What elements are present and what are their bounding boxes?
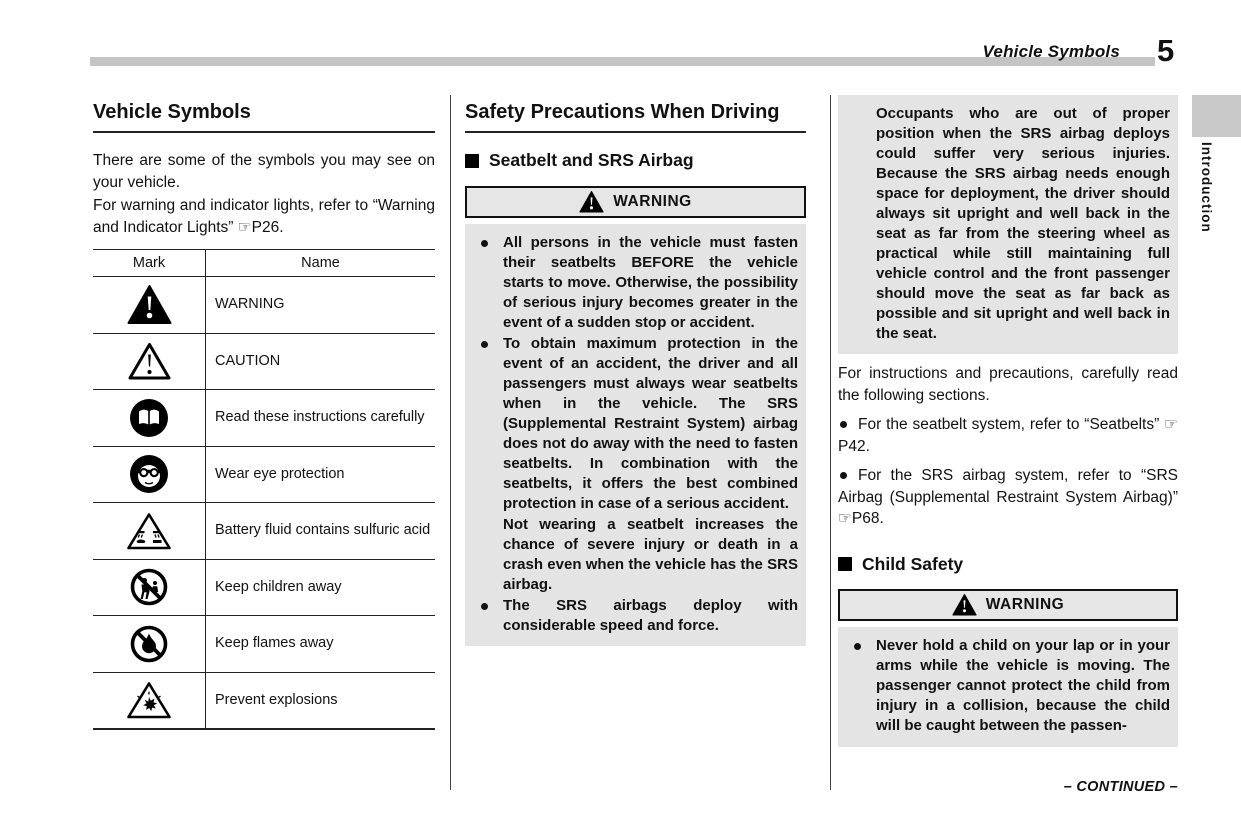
warning-continuation-text: Occupants who are out of proper position when the SRS airbag deploys could suffer very serious injuries. Because the SRS airbag needs enough space for deployment, the driver should always sit upright and well back in the seat as far from the steering wheel as practical while still maintaining full vehicle control and the front passenger should move the seat as far back as possible and sit upright and well back in the seat.: [876, 105, 1170, 342]
bullet-marker: [840, 472, 847, 479]
caution-triangle-outline-icon: [127, 341, 172, 381]
heading-rule: [465, 131, 806, 133]
warning-text: To obtain maximum protection in the event of an accident, the driver and all passengers must always wear seatbelts when in the vehicle. The SRS (Supplemental Restraint System) airbag does not do away with the need to fasten seatbelts. In combination with the seatbelts, it offers the best combined protection in case of a serious accident.: [503, 335, 798, 512]
table-row: [93, 390, 435, 447]
column-divider: [830, 95, 831, 790]
subsection-heading-child-safety: Child Safety: [838, 554, 1178, 575]
warning-item: [838, 636, 1170, 736]
warning-box-header: [838, 589, 1178, 621]
symbol-name: CAUTION: [215, 352, 281, 369]
section-square-marker: [465, 154, 479, 168]
bullet-marker: [481, 240, 488, 247]
warning-label: WARNING: [985, 595, 1065, 613]
battery-acid-icon: [126, 511, 172, 551]
warning-triangle-filled-icon: [127, 285, 172, 325]
table-header-row: [93, 250, 435, 277]
symbol-name: Wear eye protection: [215, 465, 345, 482]
middle-column: [465, 100, 806, 646]
table-row: [93, 277, 435, 334]
warning-item: [465, 596, 798, 636]
table-row: [93, 673, 435, 729]
warning-triangle-icon: [579, 191, 604, 213]
symbol-name: Keep children away: [215, 578, 342, 595]
chapter-tab-label: Introduction: [1199, 142, 1214, 233]
bullet-marker: [481, 603, 488, 610]
table-row: [93, 560, 435, 617]
warning-label: WARNING: [613, 193, 692, 210]
reference-bullet: For the seatbelt system, refer to “Seatbelts” ☞P42.: [838, 416, 1178, 455]
keep-children-away-icon: [129, 567, 169, 607]
read-instructions-icon: [129, 398, 169, 438]
warning-box-body: [465, 224, 806, 646]
table-row: [93, 447, 435, 504]
body-paragraph: For instructions and precautions, carefully read the following sections.: [838, 365, 1178, 404]
table-row: [93, 616, 435, 673]
symbol-name: Battery fluid contains sulfuric acid: [215, 522, 431, 539]
symbol-name: WARNING: [215, 296, 285, 313]
warning-text: All persons in the vehicle must fasten their seatbelts BEFORE the vehicle starts to move. Otherwise, the possibility of serious injury becomes greater in the event of a sudden stop or accident.: [503, 234, 798, 331]
section-square-marker: [838, 557, 852, 571]
warning-box-header: [465, 186, 806, 218]
header-section-title: Vehicle Symbols: [982, 42, 1120, 61]
warning-text: Never hold a child on your lap or in your arms while the vehicle is moving. The passenger cannot protect the child from injury in a collision, because the child will be caught between the passen-: [876, 636, 1170, 734]
bullet-marker: [481, 341, 488, 348]
right-column: [838, 95, 1178, 747]
intro-paragraph: For warning and indicator lights, refer to “Warning and Indicator Lights” ☞P26.: [93, 197, 435, 236]
symbol-name: Prevent explosions: [215, 691, 338, 708]
table-row: [93, 503, 435, 560]
warning-box-body: [838, 627, 1178, 747]
symbol-name: Keep flames away: [215, 635, 334, 652]
symbol-name: Read these instructions carefully: [215, 409, 425, 426]
left-column: [93, 100, 435, 730]
table-row: [93, 334, 435, 391]
intro-paragraph: There are some of the symbols you may see on your vehicle.: [93, 152, 435, 191]
section-heading: Safety Precautions When Driving: [465, 101, 780, 123]
column-header-name: Name: [301, 254, 340, 271]
column-divider: [450, 95, 451, 790]
page-number: 5: [1157, 33, 1175, 68]
bullet-marker: [854, 643, 861, 650]
reference-bullet: For the SRS airbag system, refer to “SRS Airbag (Supplemental Restraint System Airbag)” ☞P68.: [838, 467, 1178, 527]
bullet-marker: [840, 421, 847, 428]
prevent-explosions-icon: [126, 680, 172, 720]
continued-marker: – CONTINUED –: [1063, 779, 1178, 795]
warning-item-continuation: [465, 515, 798, 595]
section-heading: Vehicle Symbols: [93, 101, 251, 123]
warning-triangle-icon: [952, 594, 977, 616]
column-header-mark: Mark: [93, 250, 206, 276]
heading-rule: [93, 131, 435, 133]
warning-item: [465, 233, 798, 333]
warning-item: [465, 334, 798, 514]
keep-flames-away-icon: [129, 624, 169, 664]
warning-text: The SRS airbags deploy with considerable speed and force.: [503, 597, 798, 634]
warning-continuation-box: [838, 95, 1178, 354]
symbols-table: [93, 249, 435, 730]
wear-eye-protection-icon: [129, 454, 169, 494]
chapter-tab-marker: [1192, 95, 1241, 137]
subsection-heading-seatbelt: Seatbelt and SRS Airbag: [465, 150, 806, 171]
warning-text: Not wearing a seatbelt increases the chance of severe injury or death in a crash even when the vehicle has the SRS airbag.: [503, 516, 798, 593]
